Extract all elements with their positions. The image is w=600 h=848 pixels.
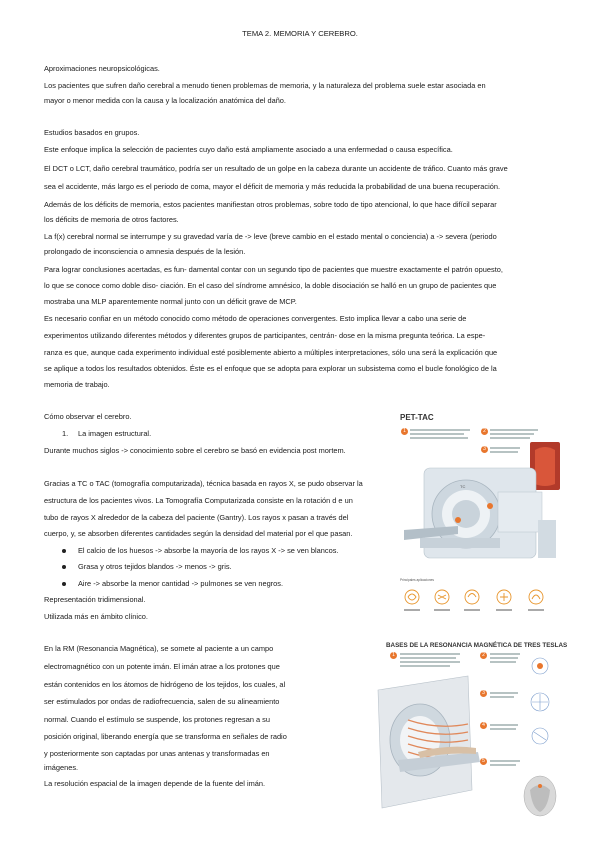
step-badge: 2 bbox=[480, 652, 487, 659]
list-number: 1. bbox=[62, 429, 69, 438]
paragraph-line: La resolución espacial de la imagen depende de la fuente del imán. bbox=[44, 779, 266, 788]
step-badge: 5 bbox=[480, 758, 487, 765]
bullet-text: El calcio de los huesos -> absorbe la mayoría de los rayos X -> se ven blancos. bbox=[78, 546, 339, 555]
paragraph-line: estructura de los pacientes vivos. La Tomografía Computarizada consiste en la rotación d e un bbox=[44, 496, 353, 505]
paragraph-line: Durante muchos siglos -> conocimiento sobre el cerebro se basó en evidencia post mortem. bbox=[44, 446, 346, 455]
step-badge: 1 bbox=[390, 652, 397, 659]
svg-text:TC: TC bbox=[460, 484, 466, 489]
rm-illustration bbox=[368, 640, 566, 828]
paragraph-line: electromagnético con un potente imán. El imán atrae a los protones que bbox=[44, 662, 280, 671]
paragraph-line: memoria de trabajo. bbox=[44, 380, 110, 389]
paragraph-line: mayor o menor medida con la causa y la localización anatómica del daño. bbox=[44, 96, 286, 105]
paragraph-line: lo que se conoce como doble diso- ciación. En el caso del síndrome amnésico, la doble disociación se halló en un grupo de pacientes que bbox=[44, 281, 497, 290]
rm-figure-title: BASES DE LA RESONANCIA MAGNÉTICA DE TRES TESLAS bbox=[386, 642, 568, 649]
step-badge: 3 bbox=[481, 446, 488, 453]
section-heading-observe: Cómo observar el cerebro. bbox=[44, 412, 132, 421]
bullet-dot bbox=[62, 582, 66, 586]
paragraph-line: Los pacientes que sufren daño cerebral a menudo tienen problemas de memoria, y la naturaleza del problema suele estar asociada en bbox=[44, 81, 486, 90]
section-heading-neuropsych: Aproximaciones neuropsicológicas. bbox=[44, 64, 160, 73]
paragraph-line: prolongado de inconsciencia o amnesia después de la lesión. bbox=[44, 247, 246, 256]
paragraph-line: mostraba una MLP aparentemente normal junto con un déficit grave de MCP. bbox=[44, 297, 297, 306]
step-badge: 4 bbox=[480, 722, 487, 729]
bullet-item bbox=[62, 579, 283, 588]
bullet-text: Grasa y otros tejidos blandos -> menos -> gris. bbox=[78, 562, 232, 571]
paragraph-line: En la RM (Resonancia Magnética), se somete al paciente a un campo bbox=[44, 644, 274, 653]
bullet-text: Aire -> absorbe la menor cantidad -> pulmones se ven negros. bbox=[78, 579, 283, 588]
paragraph-line: están contenidos en los átomos de hidrógeno de los tejidos, los cuales, al bbox=[44, 680, 286, 689]
pet-tac-figure bbox=[398, 410, 563, 625]
paragraph-line: La f(x) cerebral normal se interrumpe y su gravedad varía de -> leve (breve cambio en el estado mental o conciencia) a -> severa (periodo bbox=[44, 232, 497, 241]
paragraph-line: Además de los déficits de memoria, estos pacientes manifiestan otros problemas, sobre todo de tipo atencional, lo que hace difícil separar bbox=[44, 200, 497, 209]
page-title: TEMA 2. MEMORIA Y CEREBRO. bbox=[242, 29, 358, 38]
paragraph-line: imágenes. bbox=[44, 763, 79, 772]
rm-figure bbox=[368, 640, 566, 828]
paragraph-line: tubo de rayos X alrededor de la cabeza del paciente (Gantry). Los rayos x pasan a través del bbox=[44, 513, 349, 522]
pet-tac-figure-title: PET-TAC bbox=[400, 413, 434, 422]
paragraph-line: ser estimulados por ondas de radiofrecuencia, salen de su alineamiento bbox=[44, 697, 280, 706]
paragraph-line: cuerpo, y, se absorben diferentes cantidades según la densidad del material por el que pasan. bbox=[44, 529, 353, 538]
paragraph-line: experimentos utilizando diferentes métodos y diferentes grupos de participantes, centrán- dose en la misma pregunta teórica. La espe- bbox=[44, 331, 486, 340]
paragraph-line: El DCT o LCT, daño cerebral traumático, podría ser un resultado de un golpe en la cabeza durante un accidente de tráfico. Cuanto más grave bbox=[44, 164, 508, 173]
applications-heading: Principales aplicaciones bbox=[400, 578, 435, 582]
paragraph-line: los déficits de memoria de otros factores. bbox=[44, 215, 179, 224]
paragraph-line: Utilizada más en ámbito clínico. bbox=[44, 612, 148, 621]
step-badge: 3 bbox=[480, 690, 487, 697]
bullet-dot bbox=[62, 549, 66, 553]
bullet-item bbox=[62, 546, 338, 555]
list-item-structural: La imagen estructural. bbox=[78, 429, 152, 438]
paragraph-line: Para lograr conclusiones acertadas, es fun- damental contar con un segundo tipo de pacientes que muestre exactamente el patrón opuesto, bbox=[44, 265, 503, 274]
applications-icons bbox=[398, 585, 563, 625]
bullet-item bbox=[62, 562, 232, 571]
paragraph-line: Es necesario confiar en un método conocido como método de operaciones convergentes. Esto implica llevar a cabo una serie de bbox=[44, 314, 467, 323]
step-badge: 1 bbox=[401, 428, 408, 435]
paragraph-line: normal. Cuando el estímulo se suspende, los protones regresan a su bbox=[44, 715, 270, 724]
paragraph-line: Gracias a TC o TAC (tomografía computarizada), técnica basada en rayos X, se pudo observar la bbox=[44, 479, 363, 488]
paragraph-line: sea el accidente, más largo es el periodo de coma, mayor el déficit de memoria y más reducida la probabilidad de una buena recuperación. bbox=[44, 182, 501, 191]
paragraph-line: y posteriormente son captadas por unas antenas y transformadas en bbox=[44, 749, 270, 758]
paragraph-line: se aplique a todos los resultados obtenidos. Éste es el enfoque que se adopta para explorar un subsistema como el bucle fonológico de la bbox=[44, 364, 497, 373]
step-badge: 2 bbox=[481, 428, 488, 435]
paragraph-line: ranza es que, aunque cada experimento individual esté posiblemente abierto a múltiples interpretaciones, sólo una será la explicación que bbox=[44, 348, 498, 357]
section-heading-groups: Estudios basados en grupos. bbox=[44, 128, 140, 137]
paragraph-line: Representación tridimensional. bbox=[44, 595, 146, 604]
paragraph-line: Este enfoque implica la selección de pacientes cuyo daño está ampliamente asociado a una enfermedad o causa específica. bbox=[44, 145, 453, 154]
paragraph-line: posición original, liberando energía que se transforma en señales de radio bbox=[44, 732, 287, 741]
bullet-dot bbox=[62, 565, 66, 569]
